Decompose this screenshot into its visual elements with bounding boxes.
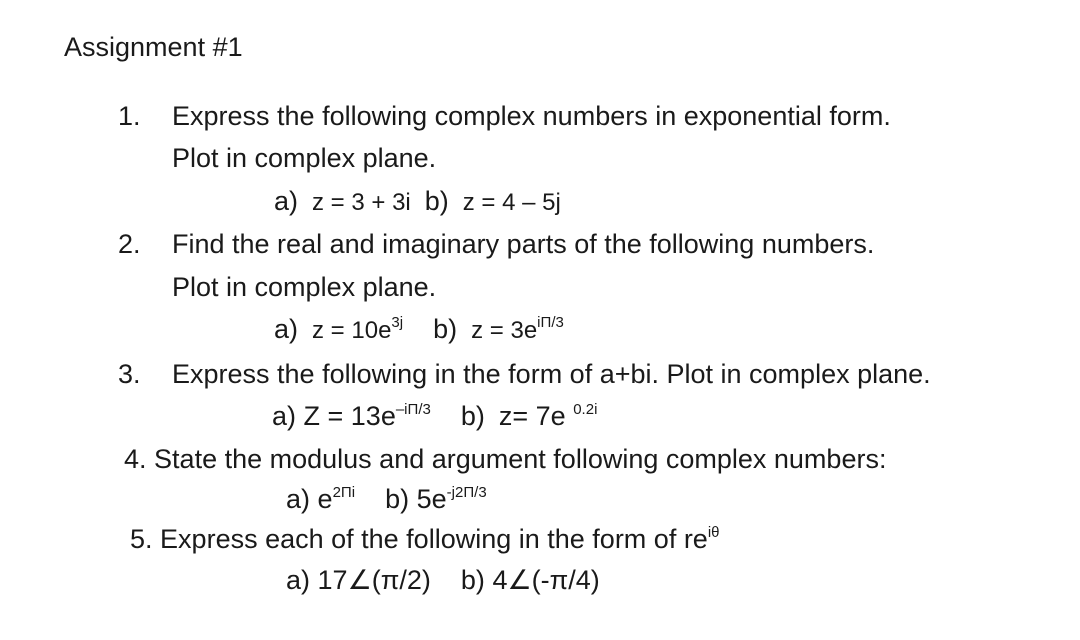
question-5-part-a-expr: 17∠(π/2) bbox=[317, 565, 431, 595]
question-5-part-b-label: b) bbox=[460, 565, 485, 595]
question-2-part-a-label: a) bbox=[274, 314, 299, 344]
question-5-text bbox=[130, 524, 720, 555]
question-3-parts bbox=[272, 401, 597, 432]
question-3-part-a-label: a) bbox=[272, 401, 297, 431]
question-4-number: 4. bbox=[124, 444, 147, 474]
question-3-line-1: Express the following in the form of a+bi. Plot in complex plane. bbox=[172, 359, 931, 389]
question-2-line-1: Find the real and imaginary parts of the following numbers. bbox=[172, 229, 875, 259]
question-3-part-a-base: Z = 13e bbox=[303, 401, 396, 431]
question-5-part-a-label: a) bbox=[286, 565, 311, 595]
question-2-part-a-base: z = 10e bbox=[312, 317, 392, 344]
question-3-number: 3. bbox=[118, 359, 141, 389]
question-4-part-b-base: 5e bbox=[416, 484, 447, 514]
question-5-line-exponent: iθ bbox=[707, 524, 720, 541]
page-title: Assignment #1 bbox=[64, 32, 243, 62]
question-4-part-a-base: e bbox=[317, 484, 333, 514]
question-4-part-b-exponent: -j2Π/3 bbox=[446, 484, 487, 501]
question-5-part-b-expr: 4∠(-π/4) bbox=[492, 565, 600, 595]
question-4-parts bbox=[286, 484, 487, 515]
question-5-parts bbox=[286, 565, 600, 596]
question-4-part-b-label: b) bbox=[385, 484, 410, 514]
question-4-part-a-label: a) bbox=[286, 484, 311, 514]
question-5-line-base: Express each of the following in the form of re bbox=[160, 524, 708, 554]
question-2-part-b-base: z = 3e bbox=[471, 317, 538, 344]
question-3-part-a-exponent: –iΠ/3 bbox=[395, 401, 431, 418]
question-2-part-a-exponent: 3j bbox=[391, 314, 404, 331]
question-3-part-b-label: b) bbox=[460, 401, 485, 431]
question-1-part-a-label: a) bbox=[274, 186, 299, 216]
question-2-number: 2. bbox=[118, 229, 141, 259]
question-4-text bbox=[124, 444, 886, 475]
question-3-part-b-base: z= 7e bbox=[498, 401, 566, 431]
question-1-part-a-expr: z = 3 + 3i bbox=[312, 189, 411, 216]
question-2-part-b-exponent: iΠ/3 bbox=[537, 314, 564, 331]
question-2-part-b-label: b) bbox=[433, 314, 458, 344]
question-4-part-a-exponent: 2Πi bbox=[332, 484, 356, 501]
question-5-number: 5. bbox=[130, 524, 153, 554]
question-1-line-1: Express the following complex numbers in exponential form. bbox=[172, 101, 891, 131]
question-2-parts bbox=[274, 314, 564, 345]
question-1-part-b-expr: z = 4 – 5j bbox=[462, 189, 561, 216]
question-1-line-2: Plot in complex plane. bbox=[172, 143, 437, 173]
question-3-part-b-exponent: 0.2i bbox=[573, 401, 598, 418]
question-4-line-1: State the modulus and argument following complex numbers: bbox=[154, 444, 887, 474]
question-1-part-b-label: b) bbox=[424, 186, 449, 216]
question-1-parts bbox=[274, 186, 561, 217]
question-2-line-2: Plot in complex plane. bbox=[172, 272, 437, 302]
question-1-number: 1. bbox=[118, 101, 141, 131]
